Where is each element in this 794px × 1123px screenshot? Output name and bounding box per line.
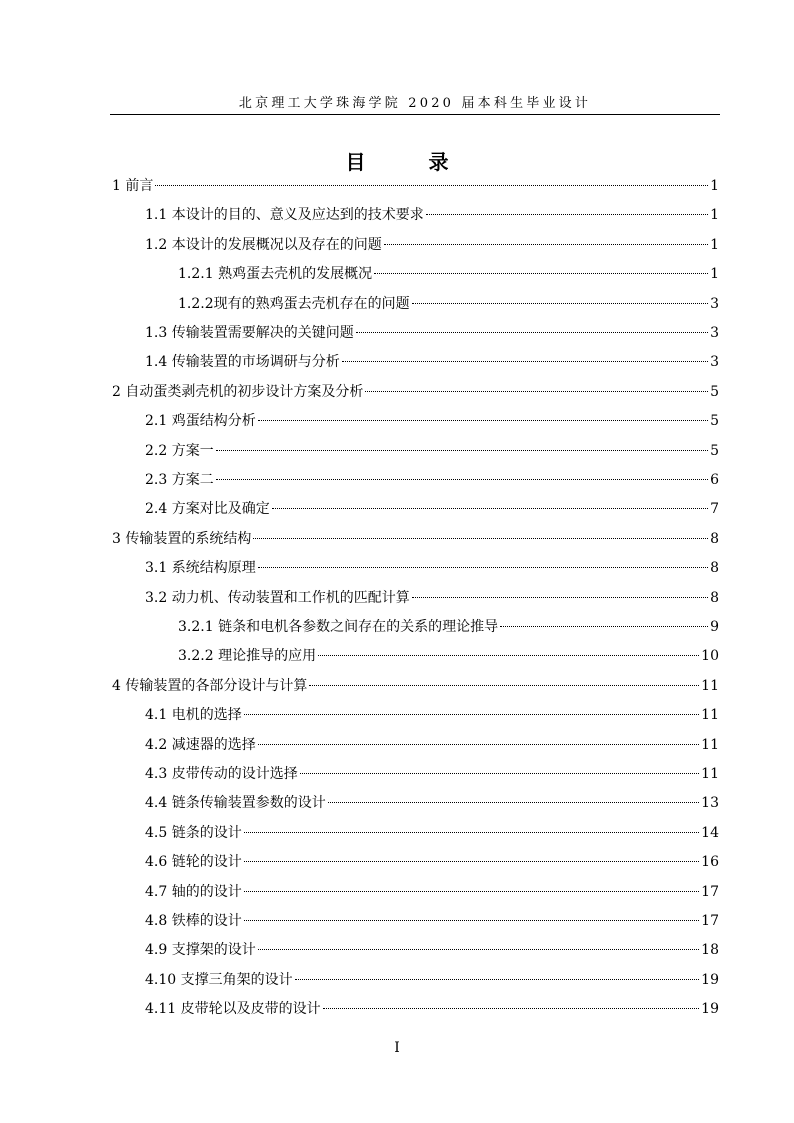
toc-entry-label: 4.3 皮带传动的设计选择 [145,766,298,782]
toc-entry[interactable] [145,499,719,519]
toc-entry-label: 4.2 减速器的选择 [145,736,256,753]
dot-leader [244,832,699,833]
toc-entry-page: 10 [701,648,719,665]
toc-entry-page: 9 [710,619,719,635]
toc-entry[interactable] [145,911,719,931]
dot-leader [384,244,708,245]
dot-leader [244,714,699,715]
toc-entry-page: 11 [701,707,719,724]
dot-leader [216,479,708,480]
toc-entry-page: 7 [710,501,719,518]
toc-entry-label: 2.2 方案一 [145,442,214,459]
dot-leader [258,420,708,421]
toc-entry[interactable] [145,441,719,461]
toc-entry-page: 18 [701,942,719,959]
toc-entry-label: 4.11 皮带轮以及皮带的设计 [145,1001,321,1018]
toc-entry[interactable] [145,999,719,1019]
header-rule [110,114,720,115]
toc-title: 目 录 [345,150,477,174]
dot-leader [258,949,699,950]
toc-entry-page: 13 [701,795,719,812]
toc-entry-label: 4.4 链条传输装置参数的设计 [145,795,326,812]
dot-leader [374,273,708,274]
toc-entry-label: 4.6 链轮的设计 [145,854,242,871]
dot-leader [323,1008,700,1009]
dot-leader [272,508,708,509]
running-header: 北京理工大学珠海学院 2020 届本科生毕业设计 [238,96,592,111]
toc-entry[interactable] [178,294,719,314]
toc-entry[interactable] [145,411,719,431]
toc-entry-label: 4 传输装置的各部分设计与计算 [112,677,308,694]
toc-entry[interactable] [112,382,719,402]
toc-entry-page: 16 [701,854,719,871]
dot-leader [295,979,700,980]
toc-entry-page: 6 [710,472,719,488]
dot-leader [500,626,708,627]
toc-entry-page: 19 [701,1001,719,1018]
toc-entry-label: 2.3 方案二 [145,472,214,488]
toc-entry[interactable] [145,558,719,578]
toc-entry[interactable] [145,205,719,225]
toc-entry-label: 1.3 传输装置需要解决的关键问题 [145,325,354,341]
toc-entry-label: 3.2.2 理论推导的应用 [178,648,317,665]
dot-leader [328,802,699,803]
toc-entry-page: 11 [701,766,719,782]
toc-entry[interactable] [145,764,719,784]
toc-entry[interactable] [145,470,719,490]
toc-entry-label: 1 前言 [112,178,154,194]
toc-entry-label: 4.1 电机的选择 [145,707,242,724]
dot-leader [244,861,699,862]
toc-entry[interactable] [145,882,719,902]
toc-entry-label: 1.2 本设计的发展概况以及存在的问题 [145,236,382,253]
toc-entry-page: 1 [710,207,719,224]
toc-entry-label: 4.8 铁棒的设计 [145,913,242,929]
toc-entry-page: 3 [710,354,719,371]
toc-entry-page: 3 [710,325,719,341]
toc-entry[interactable] [145,588,719,608]
dot-leader [258,744,699,745]
toc-entry[interactable] [178,264,719,284]
dot-leader [356,332,708,333]
toc-entry-page: 5 [710,383,719,400]
dot-leader [342,361,708,362]
dot-leader [253,538,708,539]
toc-entry[interactable] [145,323,719,343]
toc-entry[interactable] [145,940,719,960]
dot-leader [216,450,708,451]
toc-entry-page: 17 [701,913,719,929]
dot-leader [300,773,699,774]
dot-leader [412,303,708,304]
toc-entry-label: 2.1 鸡蛋结构分析 [145,413,256,430]
toc-entry[interactable] [112,676,719,696]
dot-leader [309,685,699,686]
toc-entry-page: 1 [710,236,719,253]
toc-entry-page: 17 [701,883,719,900]
toc-entry-page: 5 [710,442,719,459]
dot-leader [258,567,708,568]
toc-entry[interactable] [145,823,719,843]
toc-entry-page: 14 [701,824,719,841]
toc-entry[interactable] [145,705,719,725]
toc-entry[interactable] [145,970,719,990]
toc-entry[interactable] [178,646,719,666]
toc-entry-label: 4.9 支撑架的设计 [145,942,256,959]
toc-entry[interactable] [112,176,719,196]
dot-leader [155,185,708,186]
toc-entry[interactable] [145,793,719,813]
dot-leader [426,214,708,215]
toc-entry-label: 4.10 支撑三角架的设计 [145,971,293,988]
toc-entry-page: 8 [710,560,719,577]
toc-entry-label: 3.2.1 链条和电机各参数之间存在的关系的理论推导 [178,619,499,635]
page-number: I [394,1040,400,1056]
dot-leader [365,391,708,392]
toc-entry-label: 1.4 传输装置的市场调研与分析 [145,354,340,371]
toc-entry[interactable] [145,735,719,755]
toc-entry-page: 1 [710,178,719,194]
toc-entry-page: 5 [710,413,719,430]
toc-entry[interactable] [112,529,719,549]
toc-entry-label: 3 传输装置的系统结构 [112,530,252,547]
toc-entry-label: 2 自动蛋类剥壳机的初步设计方案及分析 [112,383,364,400]
toc-entry[interactable] [178,617,719,637]
toc-entry-label: 1.2.2现有的熟鸡蛋去壳机存在的问题 [178,295,410,312]
dot-leader [412,597,708,598]
toc-entry-label: 4.7 轴的的设计 [145,883,242,900]
toc-entry-page: 11 [701,736,719,753]
toc-entry-label: 1.1 本设计的目的、意义及应达到的技术要求 [145,207,424,224]
toc-entry[interactable] [145,352,719,372]
toc-entry-page: 11 [701,677,719,694]
toc-entry[interactable] [145,852,719,872]
toc-entry-label: 3.2 动力机、传动装置和工作机的匹配计算 [145,589,410,606]
dot-leader [244,920,699,921]
toc-entry-page: 8 [710,530,719,547]
toc-entry-label: 4.5 链条的设计 [145,824,242,841]
toc-entry-page: 3 [710,295,719,312]
toc-entry-page: 19 [701,971,719,988]
toc-entry-page: 1 [710,266,719,283]
toc-entry-label: 2.4 方案对比及确定 [145,501,270,518]
toc-entry-page: 8 [710,589,719,606]
toc-entry-label: 3.1 系统结构原理 [145,560,256,577]
dot-leader [318,655,699,656]
toc-entry-label: 1.2.1 熟鸡蛋去壳机的发展概况 [178,266,373,283]
dot-leader [244,891,699,892]
toc-entry[interactable] [145,235,719,255]
